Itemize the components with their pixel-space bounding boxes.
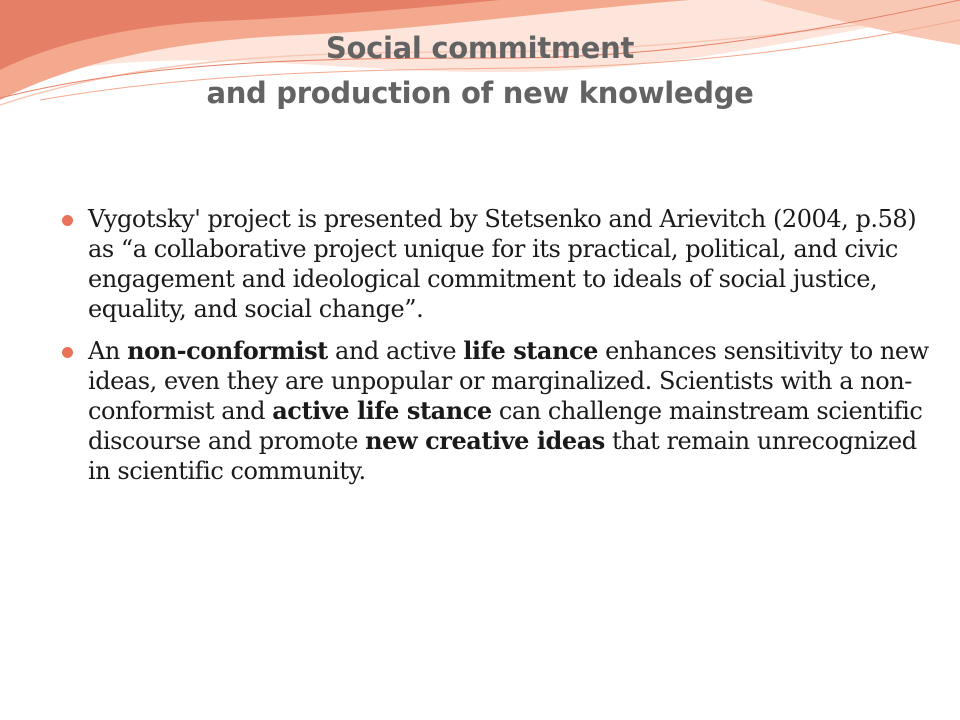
bullet-item <box>60 204 930 324</box>
slide-title-line-2: and production of new knowledge <box>206 76 754 110</box>
emphasis-text: life stance <box>463 336 598 365</box>
bullet-item <box>60 336 930 486</box>
bullet-text <box>88 336 930 486</box>
text-segment: that remain unrecognized in scientific community. <box>88 427 917 485</box>
text-segment: and active <box>327 337 464 365</box>
emphasis-text: active life stance <box>272 396 492 425</box>
bullet-dot-icon <box>62 215 73 226</box>
bullet-text <box>88 204 930 324</box>
text-segment: Vygotsky' project is presented by Stetsenko and Arievitch (2004, p.58) as “a collaborative project unique for its practical, political, and civic engagement and ideological commitment to ideals of social justice, equality, and social change”. <box>88 205 917 323</box>
text-segment: enhances sensitivity to new ideas, even they are unpopular or marginalized. Scientists with a non-conformist and <box>88 337 929 425</box>
emphasis-text: new creative ideas <box>365 426 605 455</box>
slide-title <box>0 26 960 116</box>
text-segment: An <box>88 337 128 365</box>
bullet-list <box>60 204 930 498</box>
emphasis-text: non-conformist <box>127 336 328 365</box>
bullet-dot-icon <box>62 347 73 358</box>
slide-title-line-1: Social commitment <box>325 31 635 65</box>
text-segment: can challenge mainstream scientific discourse and promote <box>88 397 923 455</box>
